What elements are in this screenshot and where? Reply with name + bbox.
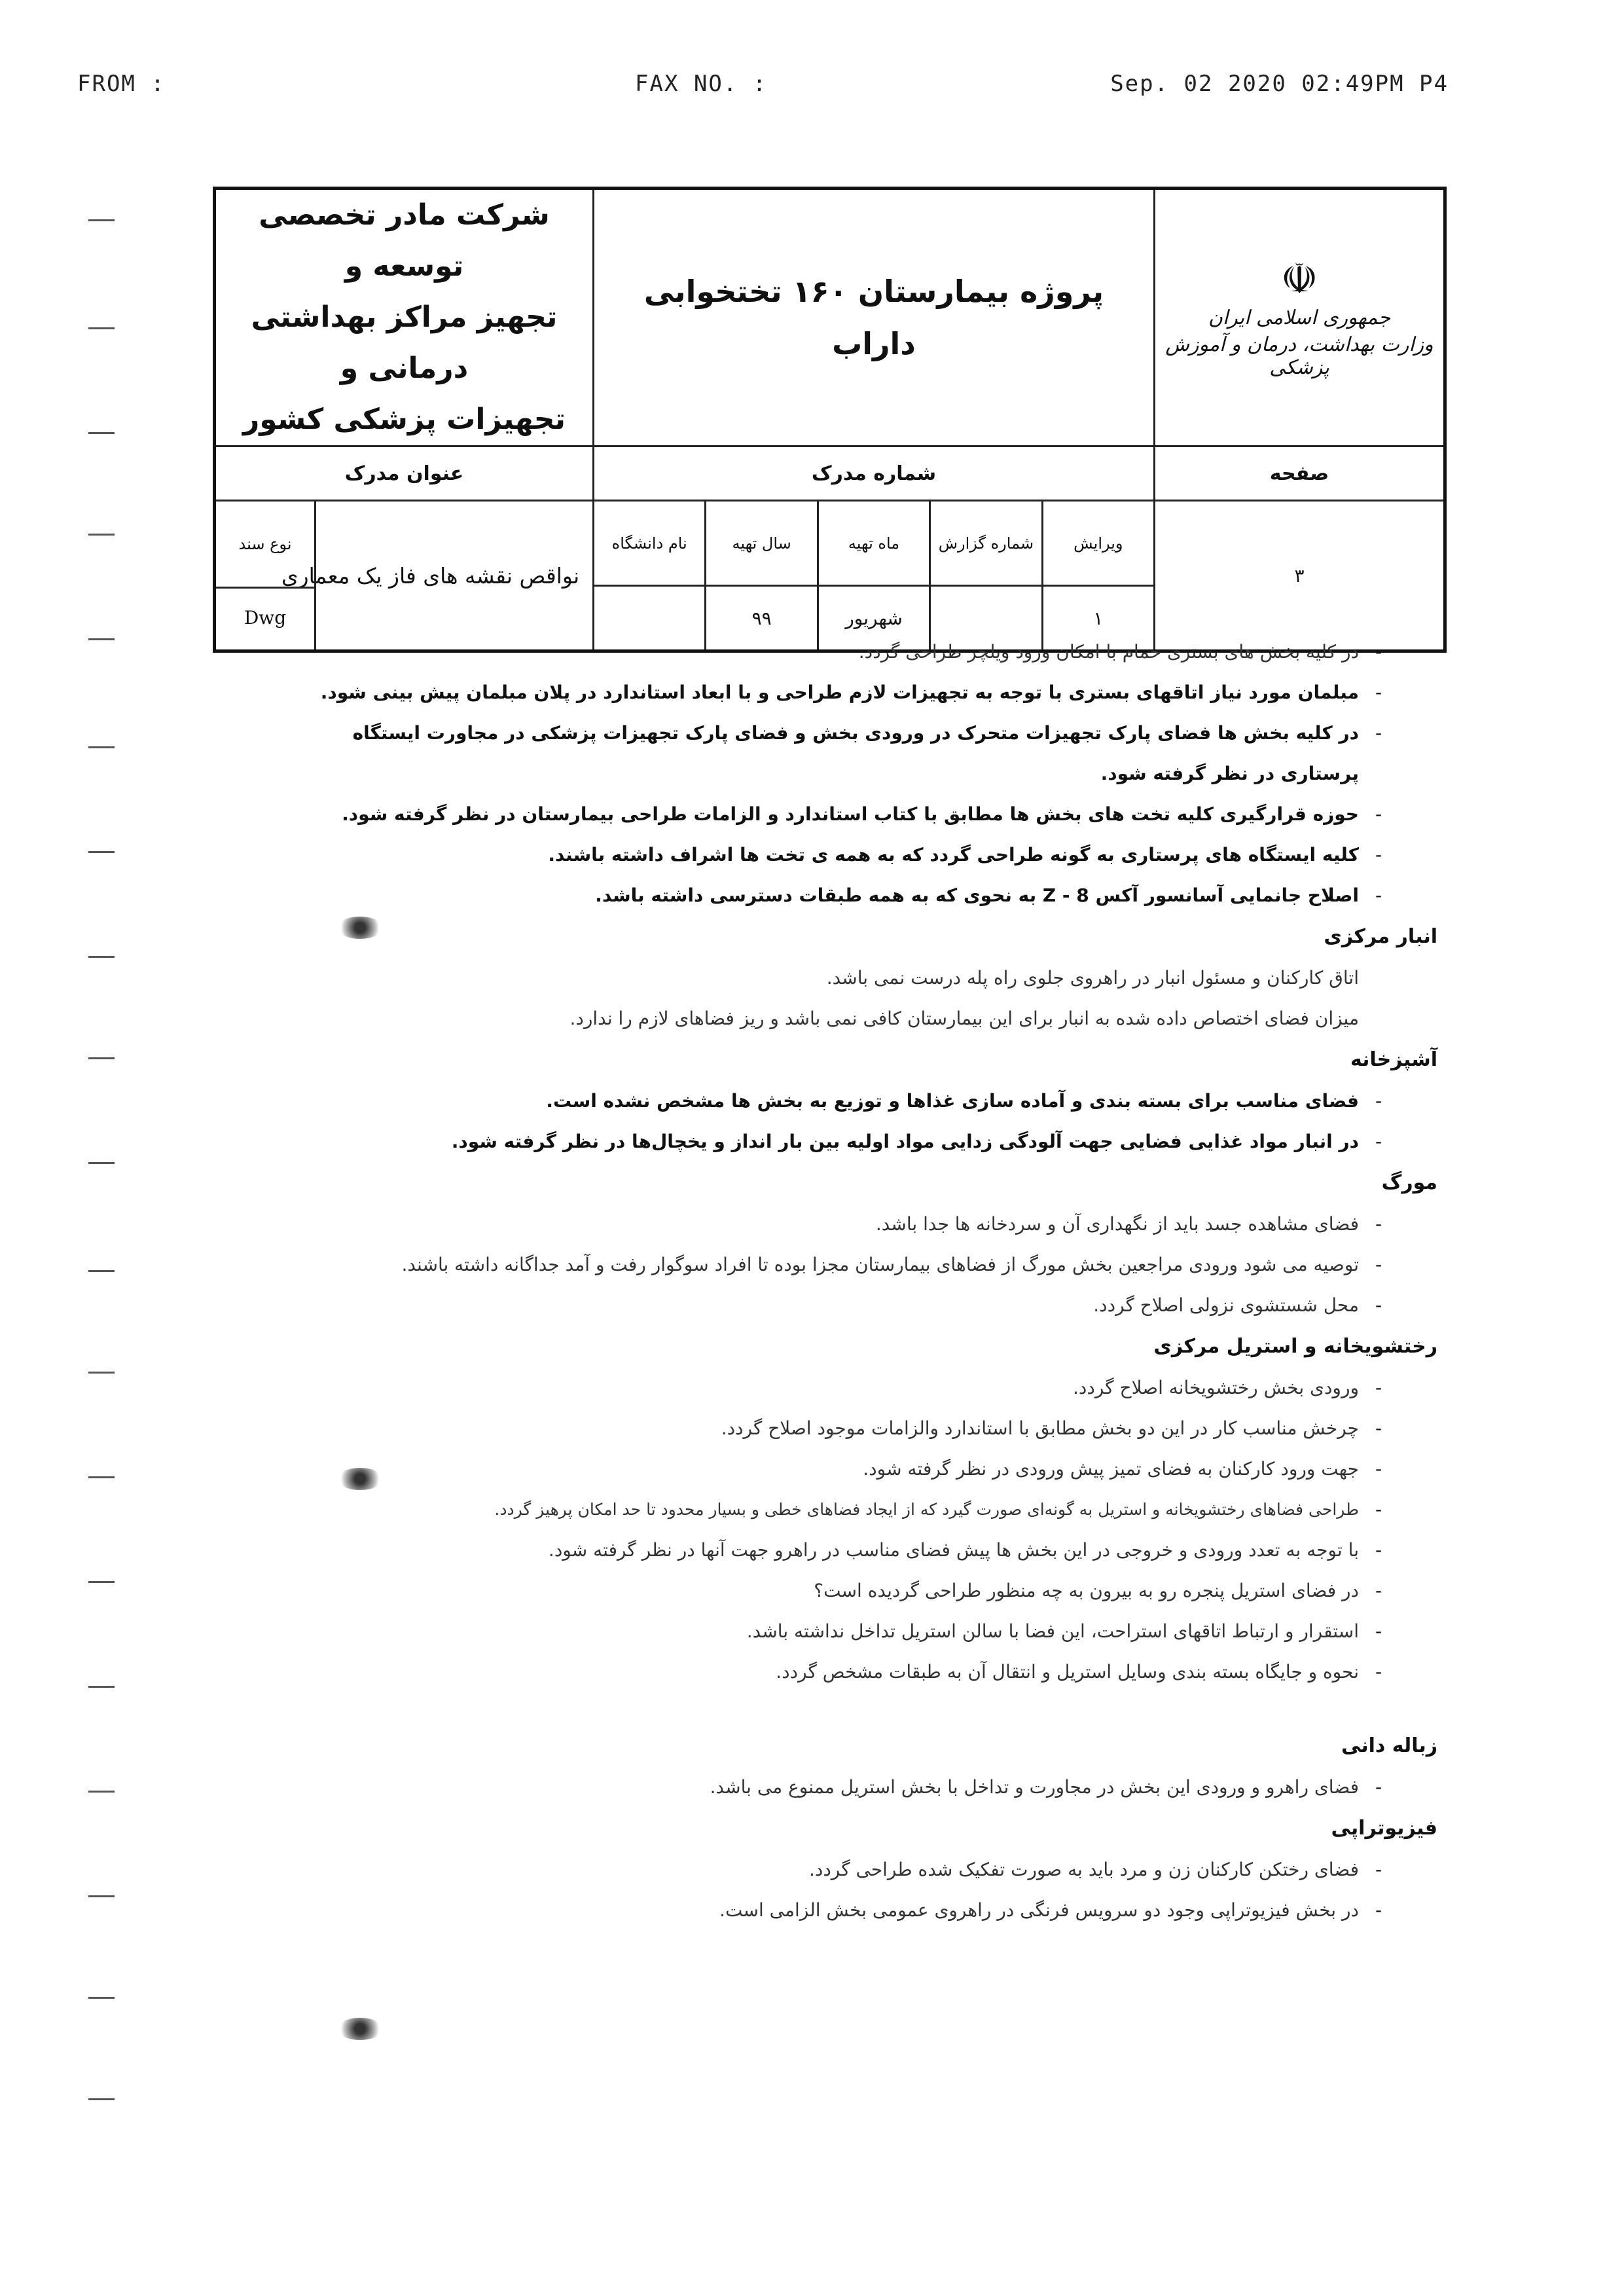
project-title-line: داراب (832, 326, 916, 361)
list-item: اتاق کارکنان و مسئول انبار در راهروی جلوی راه پله درست نمی باشد. (826, 967, 1359, 989)
list-item: - نحوه و جایگاه بسته بندی وسایل استریل و انتقال آن به طبقات مشخص گردد. (776, 1661, 1382, 1683)
company-name-line: تجهیز مراکز بهداشتی درمانی و (251, 301, 558, 385)
logo-line-republic: جمهوری اسلامی ایران (1208, 306, 1391, 329)
scan-mark (88, 1997, 115, 1999)
list-item: - چرخش مناسب کار در این دو بخش مطابق با استاندارد والزامات موجود اصلاح گردد. (721, 1417, 1382, 1439)
list-item: - کلیه ایستگاه های پرستاری به گونه طراحی گردد که به همه ی تخت ها اشراف داشته باشند. (548, 844, 1382, 866)
list-item: - با توجه به تعدد ورودی و خروجی در این بخش ها پیش فضای مناسب در راهرو جهت آنها در نظر گرفته شود. (548, 1539, 1382, 1561)
deficiency-list (213, 632, 1437, 1931)
scan-mark (88, 638, 115, 640)
scan-mark (88, 1686, 115, 1688)
edition-value: ۱ (1042, 586, 1154, 651)
list-item: - محل شستشوی نزولی اصلاح گردد. (1093, 1294, 1382, 1316)
doc-title (215, 501, 594, 651)
project-title (594, 189, 1155, 446)
list-item: - در فضای استریل پنجره رو به بیرون به چه منظور طراحی گردیده است؟ (814, 1580, 1382, 1601)
list-item: - حوزه قرارگیری کلیه تخت های بخش ها مطابق با کتاب استاندارد و الزامات طراحی بیمارستان در نظر گرفته شود. (342, 803, 1382, 825)
fax-datetime: Sep. 02 2020 02:49PM P4 (1110, 71, 1449, 97)
scan-mark (88, 851, 115, 853)
scan-mark (88, 1372, 115, 1374)
scan-mark (88, 1476, 115, 1478)
scan-mark (88, 432, 115, 434)
col-year: سال تهیه (706, 501, 818, 586)
scan-mark (88, 2098, 115, 2100)
col-doc-type: نوع سند (216, 501, 316, 589)
list-item: - طراحی فضاهای رختشویخانه و استریل به گونه‌ای صورت گیرد که از ایجاد فضاهای خطی و بسیار محدود تا حد امکان پرهیز گردد. (494, 1499, 1382, 1520)
list-item: - استقرار و ارتباط اتاقهای استراحت، این فضا با سالن استریل تداخل نداشته باشد. (746, 1620, 1382, 1642)
scan-mark (88, 219, 115, 221)
scan-mark (88, 956, 115, 958)
scan-mark (88, 534, 115, 536)
list-item: - جهت ورود کارکنان به فضای تمیز پیش ورودی در نظر گرفته شود. (863, 1458, 1382, 1480)
doc-title-label: عنوان مدرک (215, 446, 594, 501)
list-item: - در بخش فیزیوتراپی وجود دو سرویس فرنگی در راهروی عمومی بخش الزامی است. (719, 1899, 1382, 1921)
scan-mark (88, 1270, 115, 1272)
month-value: شهریور (818, 586, 929, 651)
list-item-continuation: پرستاری در نظر گرفته شود. (1100, 763, 1359, 784)
company-name (215, 189, 594, 446)
iran-emblem-icon: ☫ (1280, 255, 1318, 304)
list-item: میزان فضای اختصاص داده شده به انبار برای این بیمارستان کافی نمی باشد و ریز فضاهای لازم را ندارد. (569, 1008, 1359, 1029)
doc-type-value: Dwg (216, 585, 316, 649)
list-item: - فضای مشاهده جسد باید از نگهداری آن و سردخانه ها جدا باشد. (875, 1213, 1382, 1235)
scan-mark (88, 1581, 115, 1583)
section-heading-kitchen: آشپزخانه (1350, 1048, 1437, 1071)
year-value: ۹۹ (706, 586, 818, 651)
col-edition: ویرایش (1042, 501, 1154, 586)
page-number: ۳ (1155, 501, 1445, 651)
col-university: نام دانشگاه (594, 501, 706, 586)
logo-line-ministry: وزارت بهداشت، درمان و آموزش پزشکی (1165, 333, 1434, 379)
document-header-table (213, 187, 1447, 653)
list-item: - در انبار مواد غذایی فضایی جهت آلودگی زدایی مواد اولیه بین بار انداز و یخچال‌ها در نظر گرفته شود. (451, 1131, 1382, 1152)
scan-mark (88, 1791, 115, 1793)
list-item: - فضای رختکن کارکنان زن و مرد باید به صورت تفکیک شده طراحی گردد. (808, 1859, 1382, 1880)
fax-from: FROM : (77, 71, 166, 97)
doc-number-label: شماره مدرک (594, 446, 1155, 501)
list-item: - فضای مناسب برای بسته بندی و آماده سازی غذاها و توزیع به بخش ها مشخص نشده است. (546, 1090, 1382, 1112)
section-heading-laundry: رختشویخانه و استریل مرکزی (1153, 1335, 1437, 1358)
col-report-number: شماره گزارش (930, 501, 1042, 586)
fax-number: FAX NO. : (635, 71, 768, 97)
list-item: - ورودی بخش رختشویخانه اصلاح گردد. (1073, 1377, 1382, 1398)
list-item: - توصیه می شود ورودی مراجعین بخش مورگ از فضاهای بیمارستان مجزا بوده تا افراد سوگوار رفت و آمد جداگانه داشته باشند. (401, 1254, 1382, 1275)
ministry-logo-cell (1155, 189, 1445, 446)
scan-mark (88, 1162, 115, 1164)
scan-mark (88, 1057, 115, 1059)
company-name-line: شرکت مادر تخصصی توسعه و (259, 198, 550, 283)
page-label: صفحه (1155, 446, 1445, 501)
list-item: - در کلیه بخش های بستری حمام با امکان ورود ویلچر طراحی گردد. (858, 641, 1382, 663)
scan-mark (88, 746, 115, 748)
hole-punch-blot (337, 2018, 383, 2040)
section-heading-morgue: مورگ (1381, 1171, 1437, 1194)
list-item: - مبلمان مورد نیاز اتاقهای بستری با توجه به تجهیزات لازم طراحی و با ابعاد استاندارد در پلان مبلمان پیش بینی شود. (320, 682, 1382, 703)
section-heading-central-storage: انبار مرکزی (1324, 925, 1437, 948)
project-title-line: پروژه بیمارستان ۱۶۰ تختخوابی (643, 274, 1104, 309)
list-item: - فضای راهرو و ورودی این بخش در مجاورت و تداخل با بخش استریل ممنوع می باشد. (710, 1776, 1382, 1798)
list-item: - در کلیه بخش ها فضای پارک تجهیزات متحرک در ورودی بخش و فضای پارک تجهیزات پزشکی در مجاورت ایستگاه (352, 722, 1382, 744)
section-heading-physiotherapy: فیزیوتراپی (1331, 1817, 1437, 1840)
col-month: ماه تهیه (818, 501, 929, 586)
scan-mark (88, 1895, 115, 1897)
section-heading-waste: زباله دانی (1341, 1734, 1437, 1757)
company-name-line: تجهیزات پزشکی کشور (242, 403, 566, 436)
scan-mark (88, 327, 115, 329)
doc-title-text: نواقص نقشه های فاز یک معماری (281, 562, 580, 589)
list-item: - اصلاح جانمایی آسانسور آکس Z - 8 به نحوی که به همه طبقات دسترسی داشته باشد. (595, 884, 1382, 906)
